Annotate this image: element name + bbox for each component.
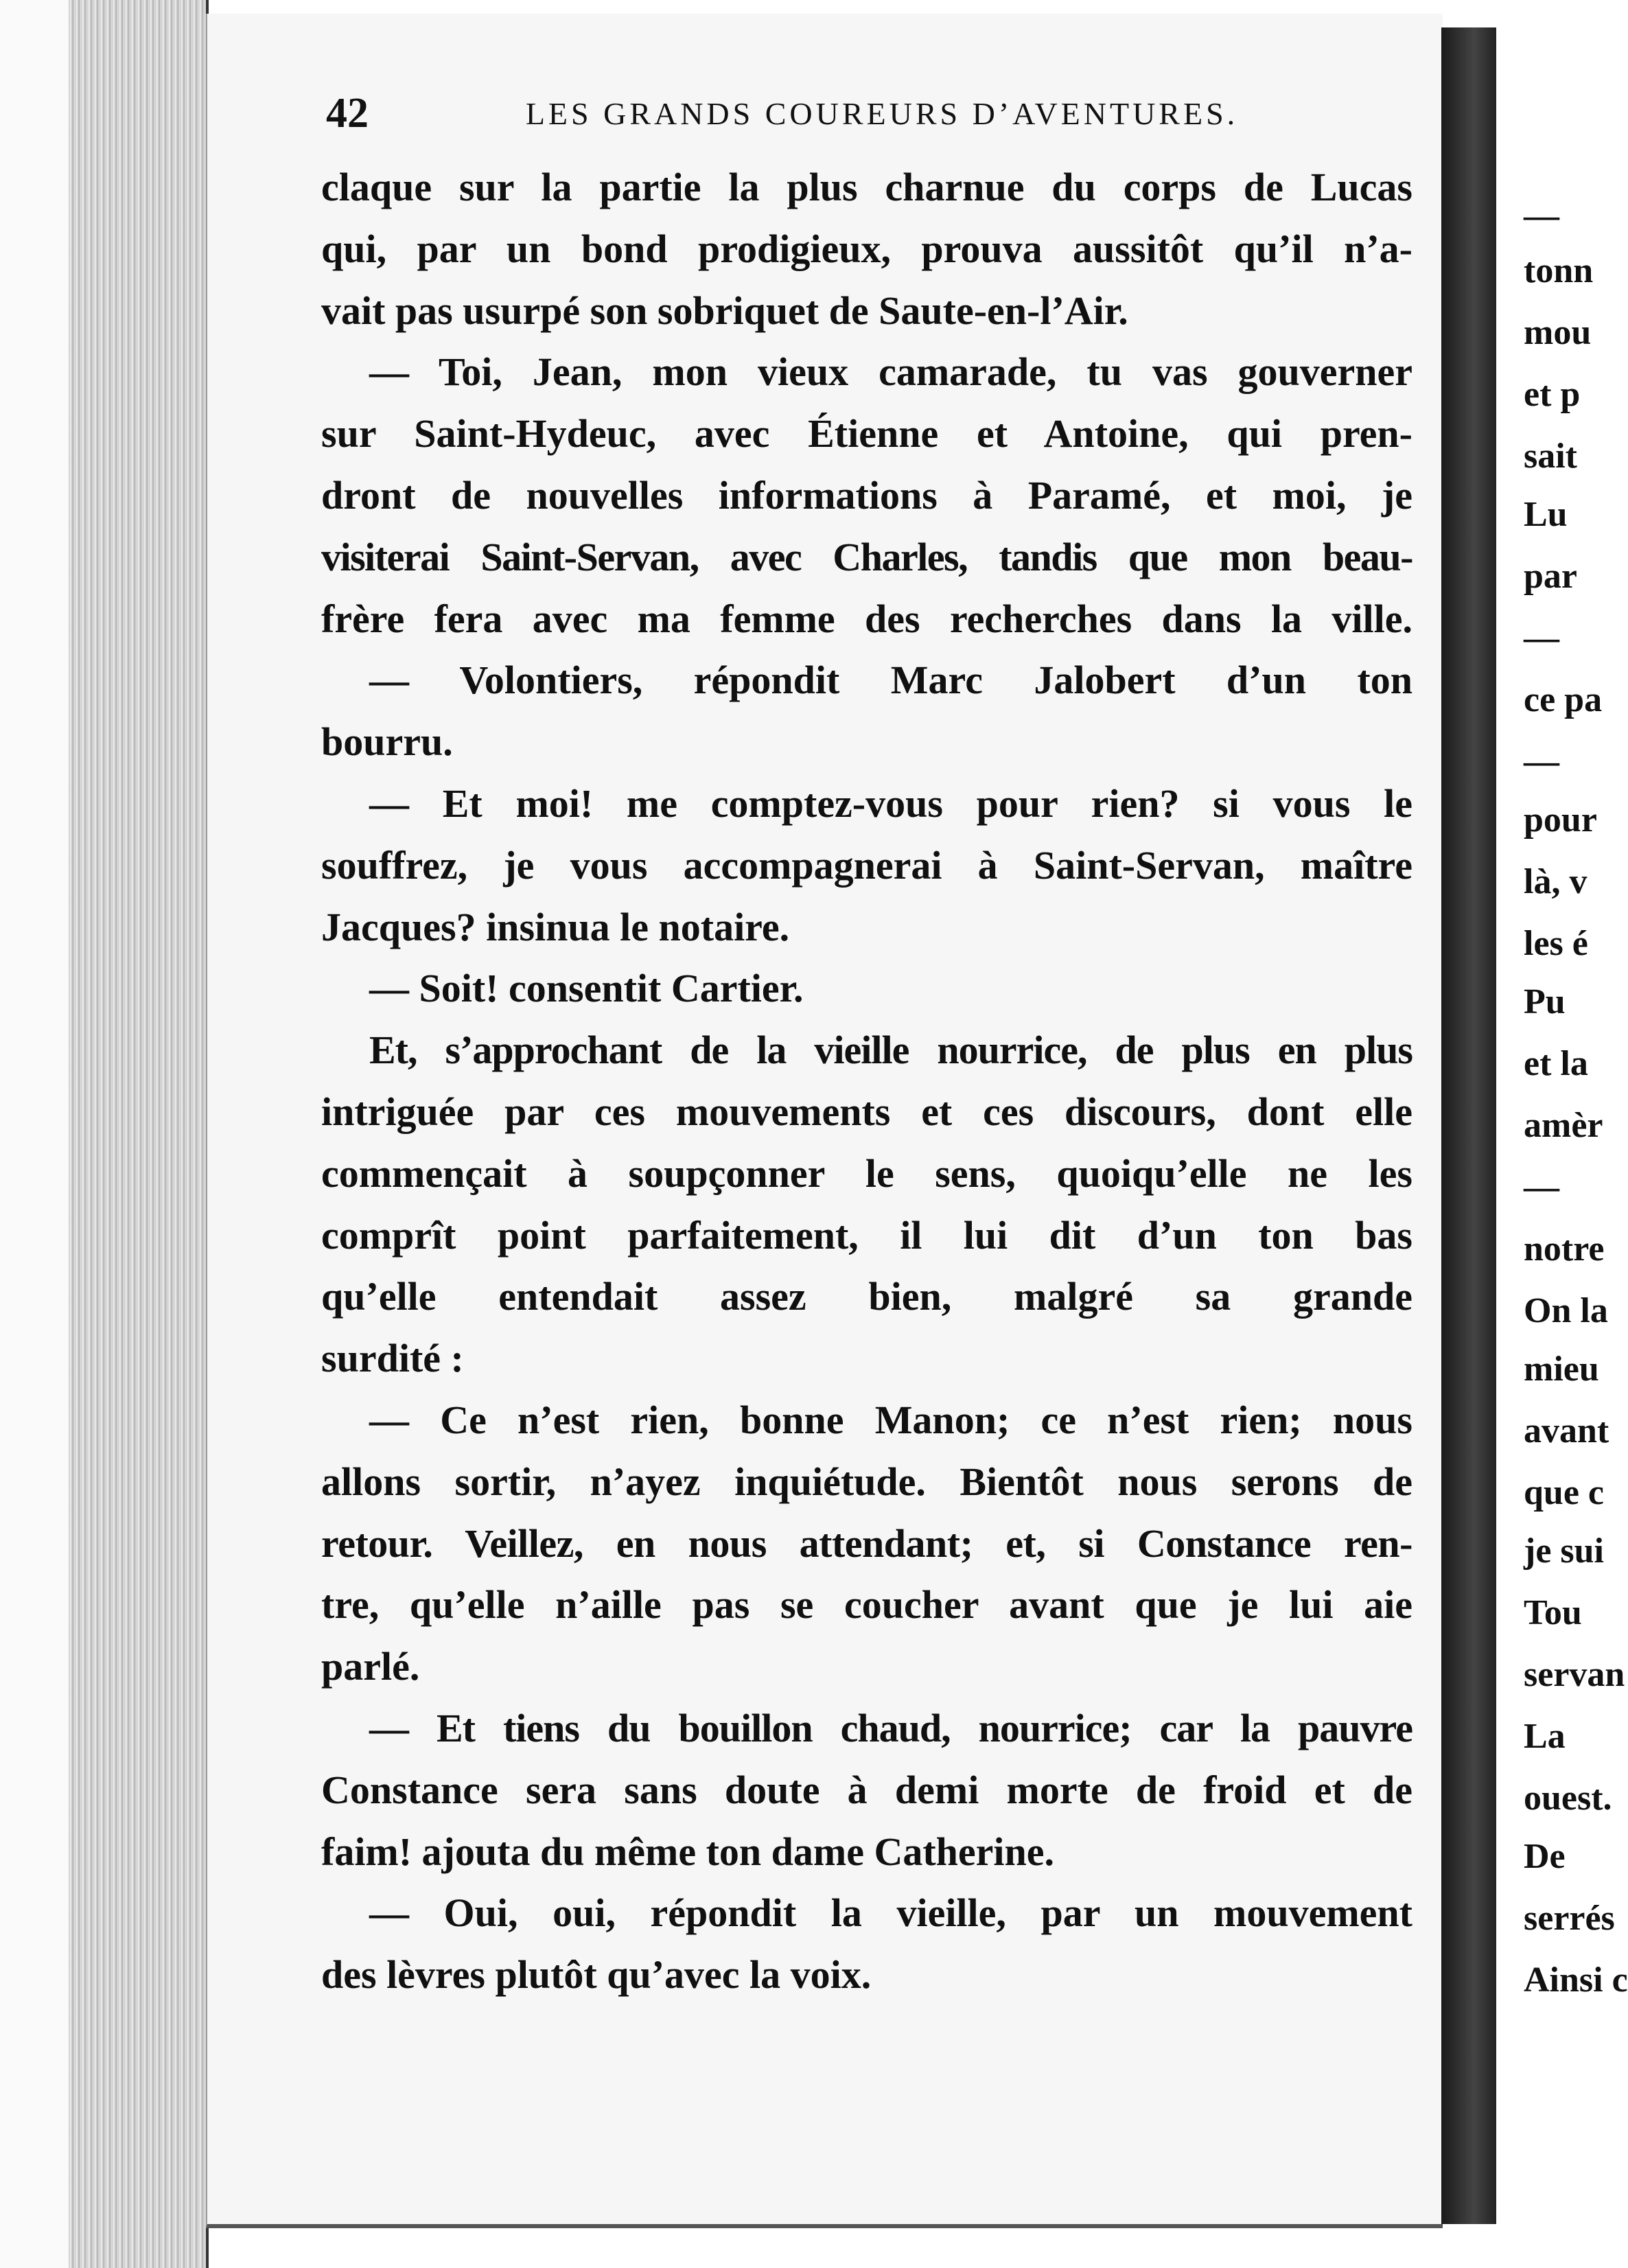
text-line: comprît point parfaitement, il lui dit d’un ton bas [321, 1212, 1412, 1258]
text-line: vait pas usurpé son sobriquet de Saute-en-l’Air. [321, 288, 1128, 333]
text-line: bourru. [321, 719, 453, 765]
text-line: Jacques? insinua le notaire. [321, 904, 790, 949]
next-page-line: serrés [1524, 1899, 1615, 1938]
text-line: Et, s’approchant de la vieille nourrice, de plus en plus [369, 1028, 1412, 1073]
next-page-line: tonn [1524, 251, 1594, 290]
next-page-line: par [1524, 557, 1577, 596]
text-line: qui, par un bond prodigieux, prouva aussitôt qu’il n’a- [321, 226, 1412, 271]
text-line: frère fera avec ma femme des recherches dans la ville. [321, 596, 1412, 641]
running-title: LES GRANDS COUREURS D’AVENTURES. [525, 95, 1239, 131]
next-page-line: pour [1524, 800, 1597, 840]
next-page-line: ce pa [1524, 680, 1603, 719]
text-line: dront de nouvelles informations à Paramé, et moi, je [321, 472, 1412, 518]
text-line: retour. Veillez, en nous attendant; et, si Constance ren- [321, 1520, 1412, 1566]
next-page-line: les é [1524, 924, 1588, 963]
text-line: visiterai Saint-Servan, avec Charles, tandis que mon beau- [321, 534, 1412, 579]
text-line: souffrez, je vous accompagnerai à Saint-Servan, maître [321, 842, 1412, 888]
text-line: sur Saint-Hydeuc, avec Étienne et Antoine, qui pren- [321, 411, 1412, 456]
next-page-line: là, v [1524, 862, 1588, 901]
text-line: — Soit! consentit Cartier. [369, 966, 804, 1011]
text-line: Constance sera sans doute à demi morte de froid et de [321, 1767, 1412, 1812]
margin-left [0, 0, 69, 2268]
text-line: — Et tiens du bouillon chaud, nourrice; car la pauvre [369, 1705, 1412, 1750]
text-line: claque sur la partie la plus charnue du corps de Lucas [321, 165, 1412, 209]
next-page-line: Lu [1524, 495, 1568, 534]
text-line: qu’elle entendait assez bien, malgré sa grande [321, 1274, 1412, 1319]
next-page-line: et la [1524, 1044, 1588, 1083]
next-page-line: Pu [1524, 982, 1566, 1021]
book-page-edges [69, 0, 209, 2268]
next-page-fragment [1496, 0, 1628, 2268]
text-line: allons sortir, n’ayez inquiétude. Bientôt nous serons de [321, 1459, 1412, 1504]
next-page-line: Ainsi c [1524, 1960, 1628, 2000]
text-line: — Et moi! me comptez-vous pour rien? si vous le [369, 780, 1412, 826]
text-line: des lèvres plutôt qu’avec la voix. [321, 1952, 872, 1998]
next-page-line: — [1524, 618, 1559, 658]
page-header [326, 82, 1410, 144]
next-page-line: — [1524, 742, 1559, 781]
book-gutter [1441, 27, 1496, 2224]
text-line: parlé. [321, 1644, 420, 1689]
text-line: commençait à soupçonner le sens, quoiqu’elle ne les [321, 1150, 1412, 1196]
next-page-line: ouest. [1524, 1779, 1612, 1818]
next-page-line: que c [1524, 1473, 1604, 1512]
text-line: tre, qu’elle n’aille pas se coucher avant que je lui aie [321, 1582, 1412, 1628]
next-page-line: mou [1524, 313, 1592, 352]
next-page-line: La [1524, 1717, 1566, 1756]
text-line: faim! ajouta du même ton dame Catherine. [321, 1829, 1055, 1874]
next-page-line: notre [1524, 1229, 1605, 1269]
next-page-line: servan [1524, 1655, 1625, 1694]
text-line: — Toi, Jean, mon vieux camarade, tu vas gouverner [369, 349, 1412, 395]
text-line: — Volontiers, répondit Marc Jalobert d’un ton [369, 658, 1412, 703]
next-page-line: Tou [1524, 1593, 1582, 1632]
text-line: — Ce n’est rien, bonne Manon; ce n’est rien; nous [369, 1397, 1412, 1442]
body-text [321, 157, 1412, 2006]
next-page-line: amèr [1524, 1106, 1603, 1145]
page-number: 42 [326, 89, 369, 137]
next-page-line: — [1524, 1168, 1559, 1207]
text-line: — Oui, oui, répondit la vieille, par un mouvement [369, 1890, 1412, 1936]
next-page-line: De [1524, 1837, 1566, 1876]
next-page-line: sait [1524, 437, 1577, 476]
next-page-line: et p [1524, 375, 1581, 414]
text-line: intriguée par ces mouvements et ces discours, dont elle [321, 1089, 1412, 1134]
next-page-line: je sui [1524, 1531, 1604, 1571]
text-line: surdité : [321, 1336, 464, 1381]
next-page-line: avant [1524, 1411, 1609, 1450]
next-page-line: mieu [1524, 1350, 1599, 1389]
next-page-line: — [1524, 196, 1559, 235]
next-page-line: On la [1524, 1291, 1608, 1330]
